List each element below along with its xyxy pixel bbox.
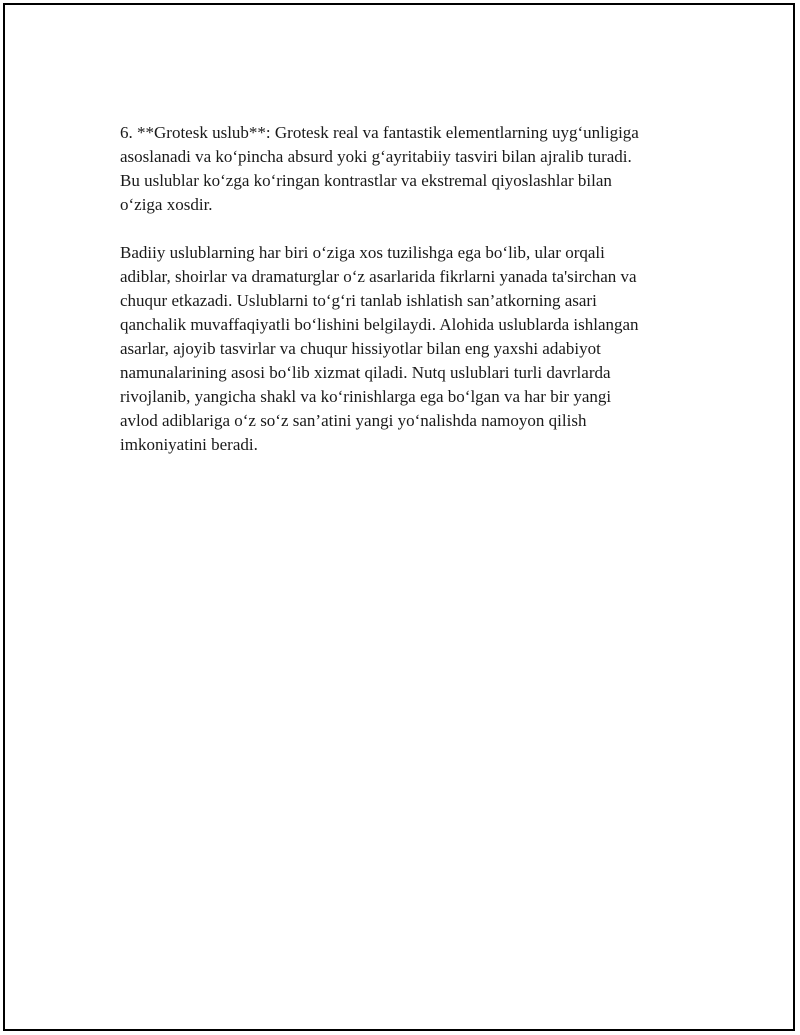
text-line: qanchalik muvaffaqiyatli bo‘lishini belgilaydi. Alohida uslublarda ishlangan xyxy=(120,315,639,334)
paragraph-grotesk-style xyxy=(120,121,695,217)
text-line: Badiiy uslublarning har biri o‘ziga xos tuzilishga ega bo‘lib, ular orqali xyxy=(120,243,605,262)
text-line: namunalarining asosi bo‘lib xizmat qiladi. Nutq uslublari turli davrlarda xyxy=(120,363,611,382)
text-line: adiblar, shoirlar va dramaturglar o‘z asarlarida fikrlarni yanada ta'sirchan va xyxy=(120,267,637,286)
text-line: 6. **Grotesk uslub**: Grotesk real va fantastik elementlarning uyg‘unligiga xyxy=(120,123,639,142)
text-line: imkoniyatini beradi. xyxy=(120,435,258,454)
text-line: chuqur etkazadi. Uslublarni to‘g‘ri tanlab ishlatish san’atkorning asari xyxy=(120,291,597,310)
document-body xyxy=(120,121,695,481)
text-line: asoslanadi va ko‘pincha absurd yoki g‘ayritabiiy tasviri bilan ajralib turadi. xyxy=(120,147,632,166)
text-line: asarlar, ajoyib tasvirlar va chuqur hissiyotlar bilan eng yaxshi adabiyot xyxy=(120,339,601,358)
page-border xyxy=(3,3,795,1031)
paragraph-conclusion xyxy=(120,241,695,457)
text-line: avlod adiblariga o‘z so‘z san’atini yangi yo‘nalishda namoyon qilish xyxy=(120,411,587,430)
text-line: rivojlanib, yangicha shakl va ko‘rinishlarga ega bo‘lgan va har bir yangi xyxy=(120,387,612,406)
text-line: Bu uslublar ko‘zga ko‘ringan kontrastlar va ekstremal qiyoslashlar bilan xyxy=(120,171,612,190)
text-line: o‘ziga xosdir. xyxy=(120,195,213,214)
